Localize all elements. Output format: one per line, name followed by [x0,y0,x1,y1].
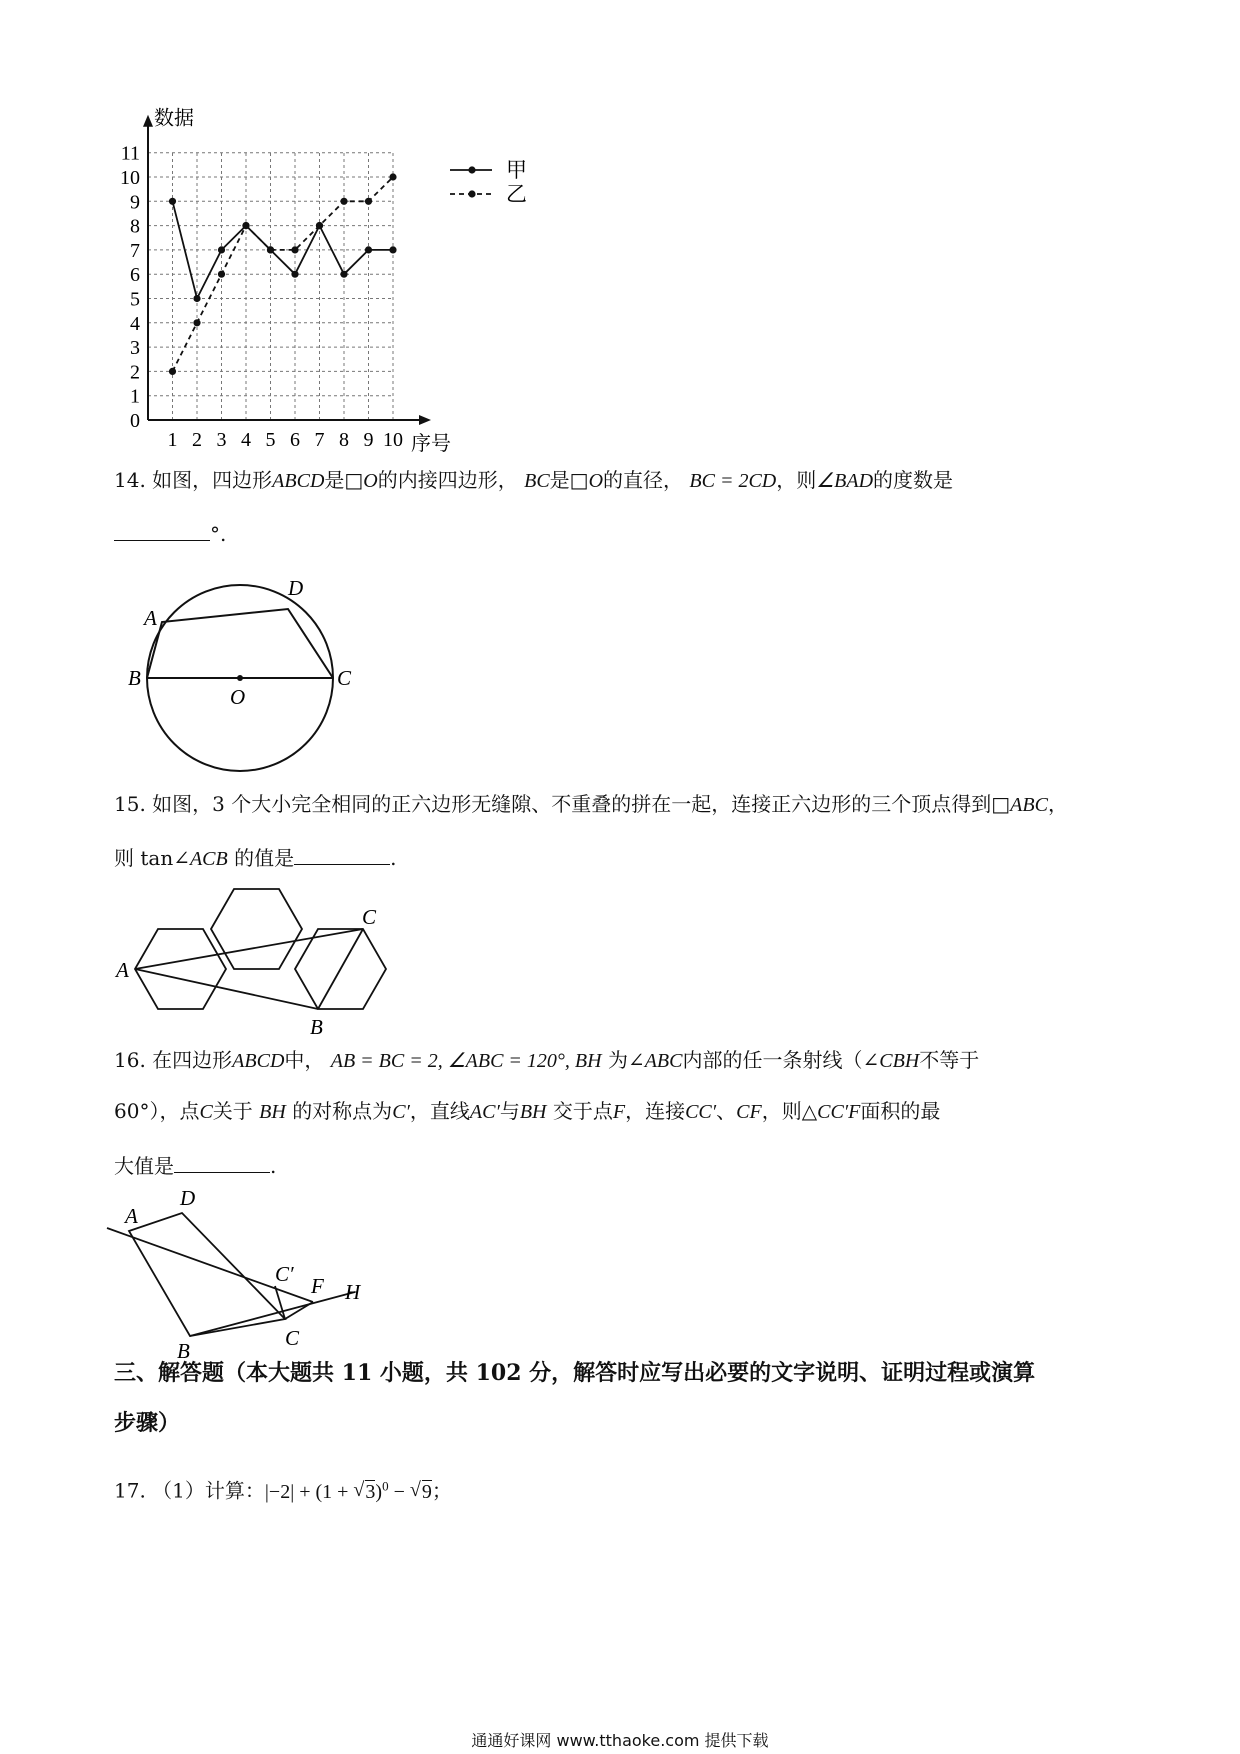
answer-blank-15[interactable] [294,842,390,865]
x-tick-label: 4 [241,429,251,451]
y-tick-label: 3 [130,337,140,360]
question-17-number: 17. [114,1478,146,1503]
data-point [291,271,298,278]
x-tick-label: 9 [363,429,374,451]
data-point [340,198,347,205]
answer-blank-14[interactable] [114,518,210,541]
chart-axes [120,107,451,455]
data-point [193,319,200,326]
legend-label: 乙 [506,182,527,206]
data-point [267,246,274,253]
y-tick-label: 8 [130,215,140,238]
q17-expression: |−2| + (1 + √ 3)$^0$ − √ 9 [265,1481,432,1503]
label-D: D [180,1186,196,1210]
label-D: D [288,576,304,600]
chart-legend [450,158,527,206]
data-point [389,173,396,180]
label-B: B [128,666,141,690]
question-16-line3: 大值是 . [114,1150,276,1180]
data-point [242,222,249,229]
x-tick-label: 1 [167,429,178,451]
label-B: B [177,1339,190,1363]
question-15-number: 15. [114,792,146,816]
data-point [365,246,372,253]
y-tick-label: 10 [120,167,140,189]
y-tick-label: 7 [130,239,140,262]
label-A: A [144,606,157,630]
y-axis-label: 数据 [154,107,194,130]
label-A: A [125,1204,138,1228]
section-3-heading-line1: 三、解答题（本大题共 11 小题，共 102 分，解答时应写出必要的文字说明、证明过程或演算 [114,1360,1036,1386]
q16-condition: AB = BC = 2, ∠ABC = 120°, BH [330,1050,602,1072]
label-A: A [116,958,129,982]
x-axis-label: 序号 [411,433,451,455]
legend-label: 甲 [506,158,527,182]
question-16-line2: 60°），点C关于 BH 的对称点为C′，直线AC′与BH 交于点F，连接CC′、CF，则△CC′F面积的最 [114,1099,941,1123]
question-15-line2: 则 tan∠ACB 的值是 . [114,842,396,873]
legend-marker [468,166,475,173]
data-point [193,295,200,302]
question-17-line1: 17. （1）计算：|−2| + (1 + √ 3)$^0$ − √ 9； [114,1472,452,1506]
legend-marker [468,190,475,197]
data-point [365,198,372,205]
label-C: C [337,666,352,690]
y-tick-label: 0 [130,410,140,432]
y-tick-label: 4 [130,312,140,335]
y-tick-label: 9 [130,191,140,214]
y-tick-label: 6 [130,264,140,287]
y-axis-arrow-icon [143,115,153,127]
question-16-number: 16. [114,1048,146,1072]
figure-16-quadrilateral [105,1185,405,1363]
y-tick-label: 5 [130,288,140,311]
x-tick-label: 10 [383,429,403,451]
x-tick-label: 3 [216,429,227,451]
data-point [316,222,323,229]
x-tick-label: 2 [192,429,202,451]
x-axis-arrow-icon [419,415,431,425]
label-C: C [285,1326,300,1350]
sqrt-sign-icon: √ [409,1478,421,1501]
x-tick-label: 5 [265,429,276,451]
figure-15-hexagons [110,880,410,1040]
data-point [340,271,347,278]
sqrt-sign-icon: √ [353,1478,365,1501]
chart-grid [148,153,393,420]
data-point [389,246,396,253]
question-15-line1: 15. 如图，3 个大小完全相同的正六边形无缝隙、不重叠的拼在一起，连接正六边形的三个顶点得到□ABC， [114,792,1068,816]
question-16-line1: 16. 在四边形ABCD中， AB = BC = 2, ∠ABC = 120°, BH 为∠ABC内部的任一条射线（∠CBH不等于 [114,1048,980,1072]
label-O: O [230,685,246,709]
y-tick-label: 2 [130,361,140,384]
q14-equation: BC = 2CD [689,470,777,492]
answer-blank-16[interactable] [174,1150,270,1173]
label-C: C [362,905,377,929]
question-14-number: 14. [114,468,146,492]
question-14-line1: 14. 如图，四边形ABCD是□O的内接四边形， BC是□O的直径， BC = 2CD，则∠BAD的度数是 [114,468,954,492]
data-point [291,246,298,253]
y-tick-label: 11 [120,142,140,165]
x-tick-label: 7 [314,429,325,451]
data-point [218,246,225,253]
y-tick-label: 1 [130,385,140,408]
question-14-line2: °. [114,518,226,548]
data-point [169,198,176,205]
data-point [218,271,225,278]
figure-14-circle [120,565,370,785]
label-B: B [310,1015,323,1039]
page-footer: 通通好课网 www.tthaoke.com 提供下载 [471,1731,769,1750]
x-tick-label: 6 [290,429,300,451]
line-chart [110,90,570,460]
label-H: H [345,1280,361,1304]
x-tick-label: 8 [339,429,349,451]
label-F: F [311,1274,324,1298]
label-C-prime: C′ [275,1262,294,1286]
data-point [169,368,176,375]
section-3-heading-line2: 步骤） [114,1410,181,1436]
